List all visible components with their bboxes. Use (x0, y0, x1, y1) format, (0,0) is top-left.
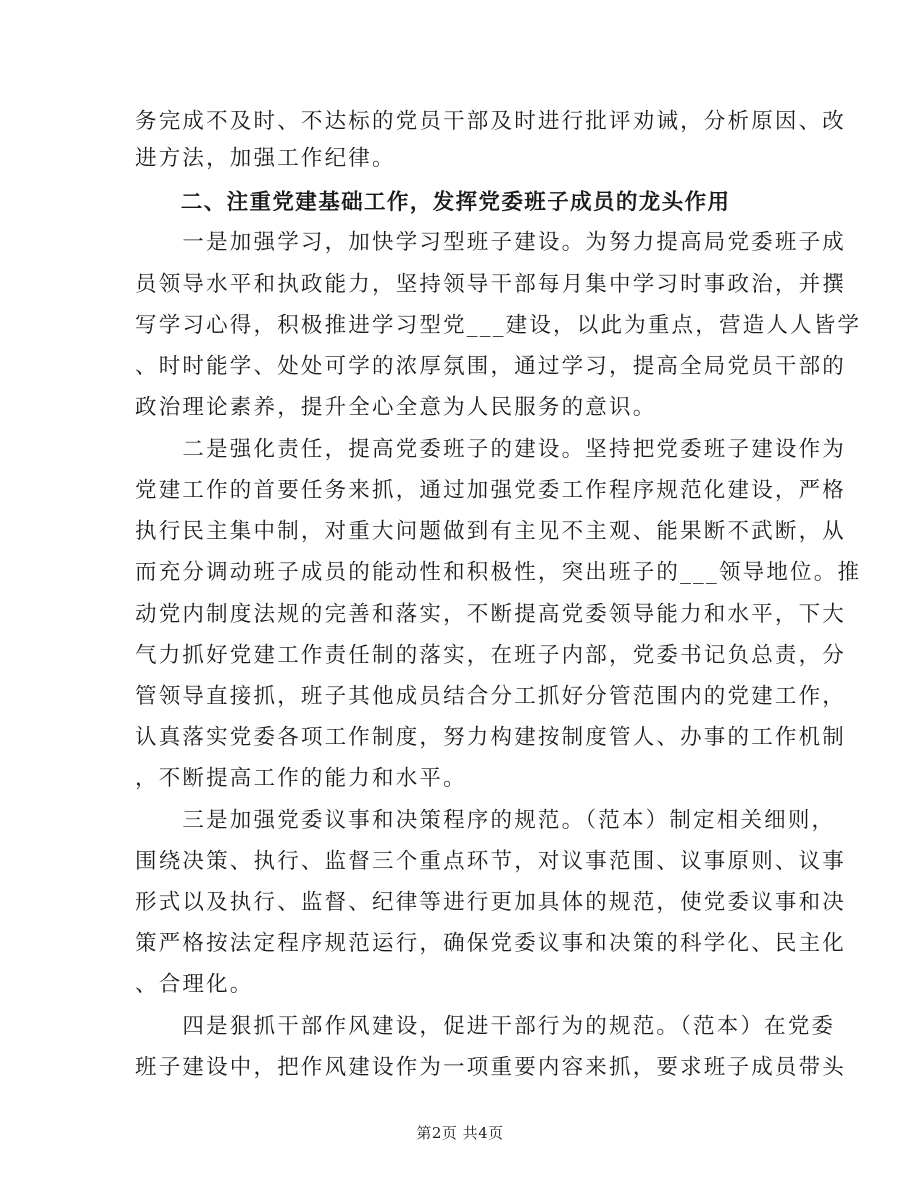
text-line: 政治理论素养，提升全心全意为人民服务的意识。 (135, 395, 657, 420)
text-line: 、合理化。 (135, 972, 254, 997)
text-line: 管领导直接抓，班子其他成员结合分工抓好分管范围内的党建工作， (135, 684, 847, 709)
text-line: 气力抓好党建工作责任制的落实，在班子内部，党委书记负总责，分 (135, 643, 847, 668)
text-line: 二是强化责任，提高党委班子的建设。坚持把党委班子建设作为 (135, 437, 847, 462)
text-line: 党建工作的首要任务来抓，通过加强党委工作程序规范化建设，严格 (135, 478, 847, 503)
text-line: 进方法，加强工作纪律。 (135, 146, 396, 171)
section-heading: 二、注重党建基础工作，发挥党委班子成员的龙头作用 (135, 190, 731, 215)
text-line: 一是加强学习，加快学习型班子建设。为努力提高局党委班子成 (135, 230, 847, 255)
page-footer: 第2页 共4页 (416, 1124, 504, 1142)
text-line: 形式以及执行、监督、纪律等进行更加具体的规范，使党委议事和决 (135, 890, 847, 915)
text-line: 执行民主集中制，对重大问题做到有主见不主观、能果断不武断，从 (135, 519, 847, 544)
text-line: 班子建设中，把作风建设作为一项重要内容来抓，要求班子成员带头 (135, 1055, 847, 1080)
text-line: 认真落实党委各项工作制度，努力构建按制度管人、办事的工作机制 (135, 725, 847, 750)
text-line: ，不断提高工作的能力和水平。 (135, 766, 467, 791)
text-line: 策严格按法定程序规范运行，确保党委议事和决策的科学化、民主化 (135, 931, 847, 956)
text-line: 、时时能学、处处可学的浓厚氛围，通过学习，提高全局党员干部的 (135, 354, 847, 379)
text-line: 写学习心得，积极推进学习型党___建设，以此为重点，营造人人皆学 (135, 313, 862, 338)
text-line: 务完成不及时、不达标的党员干部及时进行批评劝诫，分析原因、改 (135, 109, 847, 134)
text-line: 围绕决策、执行、监督三个重点环节，对议事范围、议事原则、议事 (135, 849, 847, 874)
text-line: 员领导水平和执政能力，坚持领导干部每月集中学习时事政治，并撰 (135, 272, 847, 297)
text-line: 动党内制度法规的完善和落实，不断提高党委领导能力和水平，下大 (135, 602, 847, 627)
text-line: 三是加强党委议事和决策程序的规范。（范本）制定相关细则， (135, 808, 836, 833)
text-line: 四是狠抓干部作风建设，促进干部行为的规范。（范本）在党委 (135, 1014, 836, 1039)
text-line: 而充分调动班子成员的能动性和积极性，突出班子的___领导地位。推 (135, 560, 862, 585)
